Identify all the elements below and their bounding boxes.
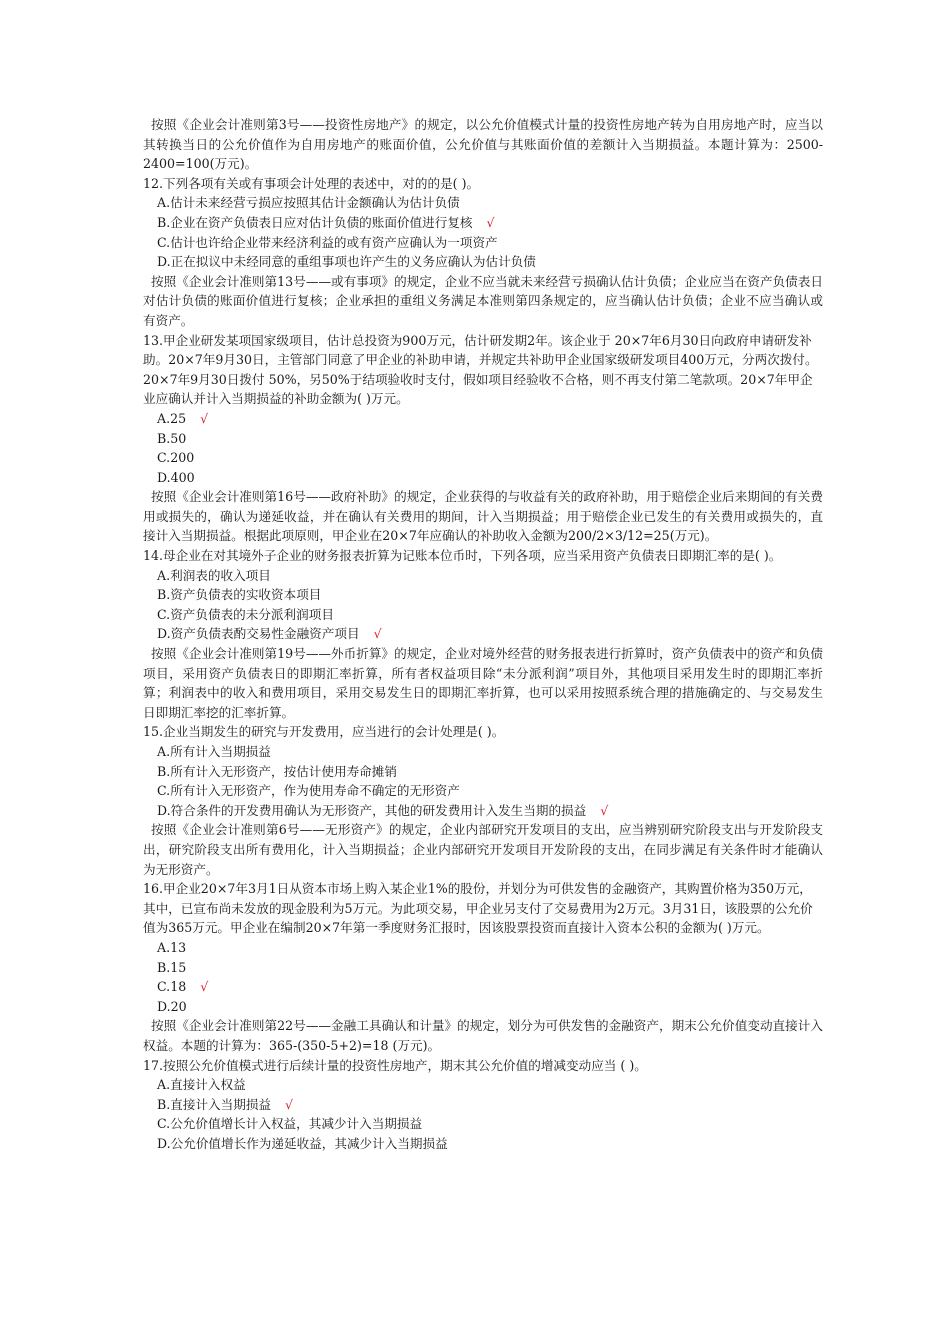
text: 按照《企业会计准则第16号——政府补助》的规定，企业获得的与收益有关的政府补助，用于赔偿企业后来期间的有关费用或损失的，确认为递延收益，并在确认有关费用的期间，计入当期损益；用于赔偿企业已发生的有关费用或损失的，直接计入当期损益。根据此项原则，甲企业在20×7年应确认的补助收入金额为200/2×3/12=25(万元)。 [143, 489, 823, 544]
option-text: B.企业在资产负债表日应对估计负债的账面价值进行复核 [157, 214, 473, 230]
text: 16.甲企业20×7年3月1日从资本市场上购入某企业1%的股份，并划分为可供发售的金融资产，其购置价格为350万元，其中，已宣布尚未发放的现金股利为5万元。为此项交易，甲企业另支付了交易费用为2万元。3月31日，该股票的公允价值为365万元。甲企业在编制20×7年第一季度财务汇报时，因该股票投资而直接计入资本公积的金额为( )万元。 [143, 881, 813, 936]
correct-check-icon: √ [486, 214, 495, 230]
question-stem [143, 546, 823, 566]
answer-option [143, 1134, 823, 1154]
correct-check-icon: √ [373, 626, 382, 642]
answer-option [143, 1114, 823, 1134]
text: 按照《企业会计准则第3号——投资性房地产》的规定，以公允价值模式计量的投资性房地产转为自用房地产时，应当以其转换当日的公允价值作为自用房地产的账面价值，公允价值与其账面价值的差额计入当期损益。本题计算为：2500-2400=100(万元)。 [143, 117, 823, 172]
option-text: A.利润表的收入项目 [157, 567, 271, 583]
option-text: A.25 [157, 410, 187, 426]
answer-option [143, 566, 823, 586]
answer-option [143, 1095, 823, 1115]
answer-option [143, 1075, 823, 1095]
correct-check-icon: √ [200, 410, 209, 426]
option-text: D.资产负债表酌交易性金融资产项目 [157, 626, 360, 642]
correct-check-icon: √ [600, 802, 609, 818]
answer-option [143, 409, 823, 429]
answer-option [143, 781, 823, 801]
question-stem [143, 174, 823, 194]
option-text: A.所有计入当期损益 [157, 744, 271, 759]
option-text: D.正在拟议中未经同意的重组事项也许产生的义务应确认为估计负债 [157, 254, 536, 270]
answer-option [143, 938, 823, 958]
explanation-paragraph [143, 1016, 823, 1055]
option-text: B.15 [157, 959, 187, 975]
question-stem [143, 1056, 823, 1076]
answer-option [143, 742, 823, 762]
option-text: D.400 [157, 469, 195, 485]
text: 按照《企业会计准则第13号——或有事项》的规定，企业不应当就未来经营亏损确认估计负债；企业应当在资产负债表日对估计负债的账面价值进行复核；企业承担的重组义务满足本准则第四条规定的，应当确认估计负债；企业不应当确认或有资产。 [143, 273, 823, 328]
text: 15.企业当期发生的研究与开发费用，应当进行的会计处理是( )。 [143, 724, 505, 740]
text: 13.甲企业研发某项国家级项目，估计总投资为900万元，估计研发期2年。该企业于 20×7年6月30日向政府申请研发补助。20×7年9月30日，主管部门同意了甲企业的补助申请，并规定共补助甲企业国家级研发项目400万元，分两次拨付。20×7年9月30日拨付 50%，另50%于结项验收时支付，假如项目经验收不合格，则不再支付第二笔款项。20×7年甲企业应确认并计入当期损益的补助金额为( )万元。 [143, 332, 818, 407]
explanation-paragraph [143, 487, 823, 546]
answer-option [143, 448, 823, 468]
answer-option [143, 624, 823, 644]
answer-option [143, 213, 823, 233]
option-text: B.50 [157, 430, 187, 446]
option-text: C.18 [157, 979, 187, 995]
answer-option [143, 801, 823, 821]
option-text: B.所有计入无形资产，按估计使用寿命摊销 [157, 763, 397, 779]
question-stem [143, 879, 823, 938]
answer-option [143, 252, 823, 272]
option-text: C.200 [157, 450, 195, 466]
option-text: D.符合条件的开发费用确认为无形资产，其他的研发费用计入发生当期的损益 [157, 802, 587, 818]
option-text: B.资产负债表的实收资本项目 [157, 587, 322, 603]
explanation-paragraph [143, 644, 823, 722]
document-page [143, 115, 823, 1153]
answer-option [143, 585, 823, 605]
answer-option [143, 233, 823, 253]
question-stem [143, 722, 823, 742]
option-text: A.13 [157, 939, 187, 955]
answer-option [143, 605, 823, 625]
answer-option [143, 762, 823, 782]
explanation-paragraph [143, 272, 823, 331]
correct-check-icon: √ [200, 979, 209, 995]
answer-option [143, 468, 823, 488]
option-text: C.公允价值增长计入权益，其减少计入当期损益 [157, 1116, 423, 1132]
text: 14.母企业在对其境外子企业的财务报表折算为记账本位币时，下列各项，应当采用资产负债表日即期汇率的是( )。 [143, 548, 782, 564]
answer-option [143, 997, 823, 1017]
text: 17.按照公允价值模式进行后续计量的投资性房地产，期末其公允价值的增减变动应当 ( )。 [143, 1057, 647, 1073]
option-text: B.直接计入当期损益 [157, 1096, 272, 1112]
text: 按照《企业会计准则第19号——外币折算》的规定，企业对境外经营的财务报表进行折算时，资产负债表中的资产和负债项目，采用资产负债表日的即期汇率折算，所有者权益项目除“未分派利润”项目外，其他项目采用发生时的即期汇率折算；利润表中的收入和费用项目，采用交易发生日的即期汇率折算，也可以采用按照系统合理的措施确定的、与交易发生日即期汇率挖的汇率折算。 [143, 646, 823, 720]
question-stem [143, 331, 823, 409]
answer-option [143, 429, 823, 449]
text: 12.下列各项有关或有事项会计处理的表述中，对的的是( )。 [143, 175, 480, 191]
option-text: C.资产负债表的未分派利润项目 [157, 606, 334, 622]
correct-check-icon: √ [285, 1096, 294, 1112]
explanation-paragraph [143, 115, 823, 174]
text: 按照《企业会计准则第22号——金融工具确认和计量》的规定，划分为可供发售的金融资产，期末公允价值变动直接计入权益。本题的计算为：365-(350-5+2)=18 (万元)。 [143, 1018, 823, 1053]
answer-option [143, 193, 823, 213]
option-text: D.20 [157, 998, 187, 1014]
answer-option [143, 958, 823, 978]
option-text: A.直接计入权益 [157, 1077, 246, 1093]
option-text: C.估计也许给企业带来经济利益的或有资产应确认为一项资产 [157, 234, 498, 250]
option-text: C.所有计入无形资产，作为使用寿命不确定的无形资产 [157, 783, 460, 799]
answer-option [143, 977, 823, 997]
option-text: A.估计未来经营亏损应按照其估计金额确认为估计负债 [157, 195, 460, 211]
explanation-paragraph [143, 820, 823, 879]
option-text: D.公允价值增长作为递延收益，其减少计入当期损益 [157, 1135, 448, 1151]
text: 按照《企业会计准则第6号——无形资产》的规定，企业内部研究开发项目的支出，应当辨别研究阶段支出与开发阶段支出，研究阶段支出所有费用化，计入当期损益；企业内部研究开发项目开发阶段的支出，在同步满足有关条件时才能确认为无形资产。 [143, 822, 823, 877]
